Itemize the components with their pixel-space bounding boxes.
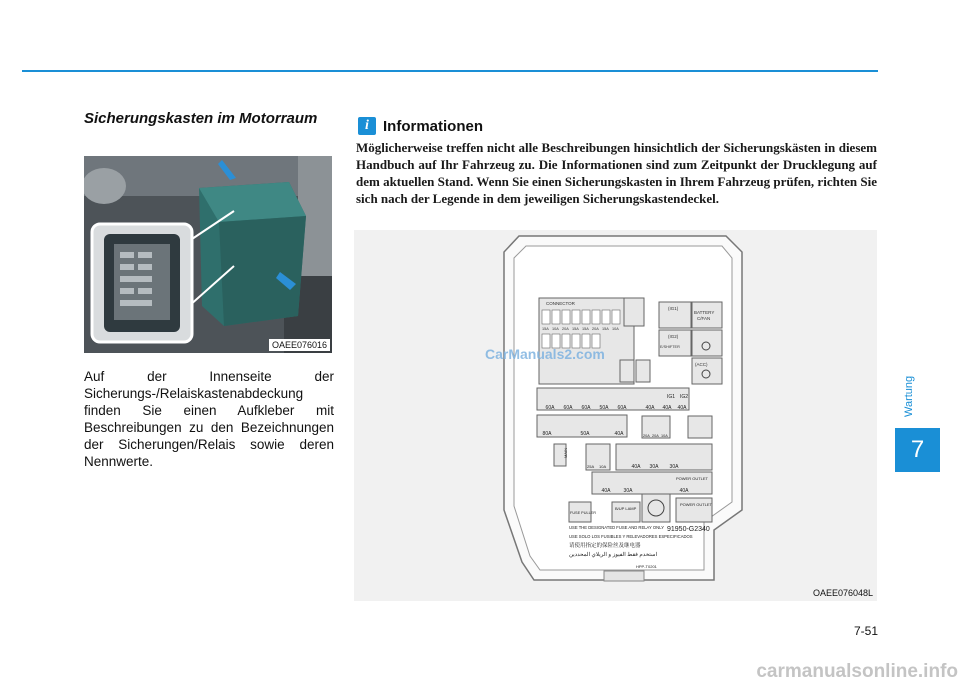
fuse-puller-label: FUSE PULLER bbox=[570, 511, 596, 515]
fuse-rating: 30A bbox=[669, 464, 679, 470]
info-body-text: Möglicherweise treffen nicht alle Beschreibungen hinsichtlich der Sicherungskästen in diesem Handbuch auf Ihr Fahrzeug zu. Die Informationen sind zum Zeitpunkt der Drucklegung auf dem aktuellen Stand. Wenn Sie einen Sicherungskasten in Ihrem Fahrzeug prüfen, richten Sie sich nach der Legende in dem jeweiligen Sicherungskastendeckel. bbox=[356, 140, 878, 206]
ig2-label: IG2 bbox=[680, 394, 689, 400]
fuse-rating: 50A bbox=[599, 405, 609, 411]
info-icon: i bbox=[358, 117, 376, 135]
section-side-label: Wartung bbox=[903, 375, 915, 417]
fuse-rating: 30A bbox=[623, 488, 633, 494]
watermark-carmanualsonline[interactable]: carmanualsonline.info bbox=[756, 661, 958, 682]
fuse-rating: 50A bbox=[580, 431, 590, 437]
fuse-rating: 40A bbox=[614, 431, 624, 437]
fuse-rating-top: 10A bbox=[552, 327, 559, 331]
fuse-rating: 40A bbox=[601, 488, 611, 494]
fuse-rating: 40A bbox=[645, 405, 655, 411]
acc-relay-label: (ACC) bbox=[695, 362, 708, 367]
fuse-rating: 25A bbox=[587, 464, 595, 469]
battery-label: BATTERY bbox=[694, 310, 715, 315]
notice-chinese: 请使用指定的保险丝及继电器 bbox=[569, 543, 641, 549]
ig2-relay-label: (IG2) bbox=[668, 334, 679, 339]
watermark-carmanuals2: CarManuals2.com bbox=[485, 346, 605, 362]
fuse-rating: 60A bbox=[545, 405, 555, 411]
fuse-rating: 40A bbox=[631, 464, 641, 470]
fuse-rating-top: 15A bbox=[572, 327, 579, 331]
fuse-rating: 60A bbox=[581, 405, 591, 411]
power-outlet-label-2: POWER OUTLET bbox=[680, 502, 713, 507]
shifter-label: E/SHIFTER bbox=[660, 345, 680, 349]
info-title: Informationen bbox=[383, 118, 483, 135]
connector-label: CONNECTOR bbox=[546, 301, 575, 306]
page-number: 7-51 bbox=[853, 624, 878, 638]
notice-spanish: USE SOLO LOS FUSIBLES Y RELEVADORES ESPECIFICADOS bbox=[569, 534, 693, 539]
fuse-rating-top: 15A bbox=[582, 327, 589, 331]
fuse-rating: 60A bbox=[563, 405, 573, 411]
fuse-rating: 40A bbox=[662, 405, 672, 411]
diagram-caption: OAEE076048L bbox=[812, 588, 873, 598]
fuse-rating-top: 15A bbox=[542, 327, 549, 331]
fuse-rating-top: 10A bbox=[612, 327, 619, 331]
left-body-text: Auf der Innenseite der Sicherungs-/Relaiskastenabdeckung finden Sie einen Aufkleber mit Beschreibungen zu den Bezeichnungen der Sicherungen/Relais sowie deren Nennwerte. bbox=[84, 369, 334, 469]
fuse-rating: 40A bbox=[679, 488, 689, 494]
part-code: HPP-T0201 bbox=[636, 564, 657, 569]
fuse-rating: 20A bbox=[643, 434, 650, 438]
fuse-rating-top: 20A bbox=[562, 327, 569, 331]
part-number: 91950-G2340 bbox=[667, 526, 710, 533]
fuse-box-diagram bbox=[354, 230, 877, 601]
cfan-label: C/FAN bbox=[697, 316, 711, 321]
fuse-rating: 20A bbox=[652, 434, 659, 438]
ig1-label: IG1 bbox=[667, 394, 676, 400]
fuse-rating-top: 15A bbox=[602, 327, 609, 331]
notice-english: USE THE DESIGNATED FUSE AND RELAY ONLY bbox=[569, 525, 665, 530]
fuse-rating: 30A bbox=[649, 464, 659, 470]
engine-bay-photo bbox=[84, 156, 332, 353]
fuse-rating: 40A bbox=[677, 405, 687, 411]
fuse-rating: 60A bbox=[617, 405, 627, 411]
photo-caption: OAEE076016 bbox=[269, 339, 330, 351]
fuse-rating: 10A bbox=[599, 464, 607, 469]
section-heading: Sicherungskasten im Motorraum bbox=[84, 110, 318, 127]
top-rule bbox=[22, 70, 878, 72]
bup-lamp-label: B/UP LAMP bbox=[615, 506, 637, 511]
ig1-relay-label: (IG1) bbox=[668, 306, 679, 311]
fuse-rating-top: 20A bbox=[592, 327, 599, 331]
main-label: MAIN bbox=[563, 448, 568, 458]
engine-bay-illustration bbox=[84, 156, 332, 353]
fuse-rating: 10A bbox=[661, 434, 668, 438]
notice-arabic: استخدم فقط الفيوز و الريلاي المحددين bbox=[569, 552, 658, 558]
power-outlet-label: POWER OUTLET bbox=[676, 476, 709, 481]
fuse-rating: 80A bbox=[542, 431, 552, 437]
fuse-box-drawing bbox=[354, 230, 877, 601]
chapter-tab: 7 bbox=[895, 428, 940, 472]
